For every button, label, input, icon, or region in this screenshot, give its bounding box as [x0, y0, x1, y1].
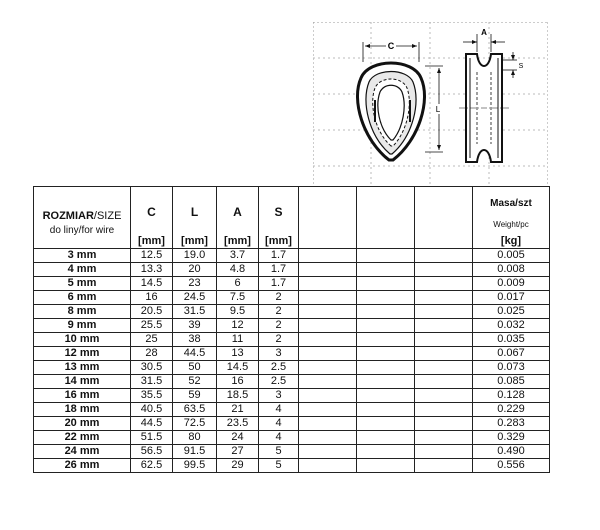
s-cell: 5 — [259, 459, 299, 473]
size-label-sep: /SIZE — [93, 210, 122, 222]
table-row — [34, 347, 550, 361]
empty-cell — [299, 249, 357, 263]
c-cell: 51.5 — [131, 431, 173, 445]
empty-cell — [415, 305, 473, 319]
table-row — [34, 319, 550, 333]
l-cell: 39 — [173, 319, 217, 333]
s-cell: 2 — [259, 333, 299, 347]
header-c — [131, 187, 173, 249]
size-cell: 9 mm — [34, 319, 131, 333]
c-cell: 30.5 — [131, 361, 173, 375]
table-row — [34, 249, 550, 263]
mass-cell: 0.032 — [473, 319, 550, 333]
l-cell: 59 — [173, 389, 217, 403]
a-cell: 12 — [217, 319, 259, 333]
size-cell: 16 mm — [34, 389, 131, 403]
a-cell: 29 — [217, 459, 259, 473]
size-cell: 22 mm — [34, 431, 131, 445]
s-cell: 1.7 — [259, 263, 299, 277]
header-empty-1 — [299, 187, 357, 249]
l-cell: 44.5 — [173, 347, 217, 361]
mass-cell: 0.025 — [473, 305, 550, 319]
empty-cell — [415, 319, 473, 333]
header-l — [173, 187, 217, 249]
thimble-drawing-svg — [313, 22, 548, 186]
dimension-l-label: L — [435, 105, 441, 114]
header-mass — [473, 187, 550, 249]
l-cell: 20 — [173, 263, 217, 277]
header-c-unit: [mm] — [138, 235, 165, 247]
l-cell: 23 — [173, 277, 217, 291]
table-row — [34, 389, 550, 403]
c-cell: 20.5 — [131, 305, 173, 319]
l-cell: 19.0 — [173, 249, 217, 263]
header-l-label: L — [190, 205, 199, 219]
header-a-label: A — [233, 205, 242, 219]
empty-cell — [299, 459, 357, 473]
mass-cell: 0.556 — [473, 459, 550, 473]
mass-title: Masa/szt — [490, 198, 532, 209]
size-cell: 5 mm — [34, 277, 131, 291]
header-l-unit: [mm] — [181, 235, 208, 247]
s-cell: 2 — [259, 291, 299, 305]
a-cell: 24 — [217, 431, 259, 445]
a-cell: 13 — [217, 347, 259, 361]
size-cell: 10 mm — [34, 333, 131, 347]
header-size — [34, 187, 131, 249]
c-cell: 25.5 — [131, 319, 173, 333]
a-cell: 6 — [217, 277, 259, 291]
empty-cell — [415, 417, 473, 431]
dimension-s-label: S — [518, 63, 524, 70]
empty-cell — [415, 361, 473, 375]
l-cell: 72.5 — [173, 417, 217, 431]
s-cell: 4 — [259, 431, 299, 445]
l-cell: 38 — [173, 333, 217, 347]
empty-cell — [299, 305, 357, 319]
empty-cell — [415, 291, 473, 305]
empty-cell — [415, 445, 473, 459]
empty-cell — [415, 333, 473, 347]
size-cell: 13 mm — [34, 361, 131, 375]
a-cell: 3.7 — [217, 249, 259, 263]
empty-cell — [357, 375, 415, 389]
c-cell: 35.5 — [131, 389, 173, 403]
header-c-label: C — [147, 205, 156, 219]
size-cell: 3 mm — [34, 249, 131, 263]
s-cell: 3 — [259, 347, 299, 361]
c-cell: 14.5 — [131, 277, 173, 291]
size-cell: 20 mm — [34, 417, 131, 431]
empty-cell — [357, 431, 415, 445]
s-cell: 4 — [259, 417, 299, 431]
empty-cell — [299, 333, 357, 347]
empty-cell — [415, 375, 473, 389]
size-cell: 18 mm — [34, 403, 131, 417]
mass-cell: 0.035 — [473, 333, 550, 347]
empty-cell — [299, 445, 357, 459]
s-cell: 1.7 — [259, 249, 299, 263]
empty-cell — [357, 277, 415, 291]
empty-cell — [415, 263, 473, 277]
s-cell: 5 — [259, 445, 299, 459]
s-cell: 1.7 — [259, 277, 299, 291]
mass-cell: 0.067 — [473, 347, 550, 361]
empty-cell — [415, 459, 473, 473]
header-a-unit: [mm] — [224, 235, 251, 247]
empty-cell — [415, 403, 473, 417]
mass-cell: 0.005 — [473, 249, 550, 263]
thimble-drawing — [313, 22, 548, 186]
empty-cell — [415, 277, 473, 291]
empty-cell — [357, 249, 415, 263]
table-row — [34, 277, 550, 291]
c-cell: 12.5 — [131, 249, 173, 263]
c-cell: 40.5 — [131, 403, 173, 417]
l-cell: 99.5 — [173, 459, 217, 473]
a-cell: 4.8 — [217, 263, 259, 277]
dimension-a-label: A — [481, 28, 487, 37]
mass-cell: 0.128 — [473, 389, 550, 403]
l-cell: 63.5 — [173, 403, 217, 417]
s-cell: 3 — [259, 389, 299, 403]
empty-cell — [299, 263, 357, 277]
table-row — [34, 361, 550, 375]
mass-cell: 0.490 — [473, 445, 550, 459]
table-row — [34, 305, 550, 319]
header-s — [259, 187, 299, 249]
dimension-c-label: C — [387, 41, 395, 51]
table-header-row — [34, 187, 550, 249]
a-cell: 27 — [217, 445, 259, 459]
size-label-main: ROZMIAR — [42, 210, 94, 222]
empty-cell — [415, 389, 473, 403]
mass-unit: [kg] — [500, 235, 522, 247]
size-cell: 12 mm — [34, 347, 131, 361]
empty-cell — [299, 389, 357, 403]
table-row — [34, 459, 550, 473]
s-cell: 2 — [259, 305, 299, 319]
mass-cell: 0.073 — [473, 361, 550, 375]
c-cell: 16 — [131, 291, 173, 305]
size-cell: 26 mm — [34, 459, 131, 473]
l-cell: 52 — [173, 375, 217, 389]
mass-cell: 0.008 — [473, 263, 550, 277]
size-cell: 24 mm — [34, 445, 131, 459]
mass-cell: 0.009 — [473, 277, 550, 291]
empty-cell — [357, 403, 415, 417]
l-cell: 80 — [173, 431, 217, 445]
l-cell: 50 — [173, 361, 217, 375]
mass-cell: 0.017 — [473, 291, 550, 305]
table-row — [34, 431, 550, 445]
table-row — [34, 403, 550, 417]
a-cell: 7.5 — [217, 291, 259, 305]
empty-cell — [357, 445, 415, 459]
empty-cell — [357, 319, 415, 333]
mass-cell: 0.329 — [473, 431, 550, 445]
empty-cell — [415, 249, 473, 263]
mass-sub: Weight/pc — [493, 220, 529, 229]
size-cell: 4 mm — [34, 263, 131, 277]
empty-cell — [357, 305, 415, 319]
empty-cell — [299, 431, 357, 445]
l-cell: 91.5 — [173, 445, 217, 459]
header-s-unit: [mm] — [265, 235, 292, 247]
a-cell: 16 — [217, 375, 259, 389]
c-cell: 44.5 — [131, 417, 173, 431]
c-cell: 25 — [131, 333, 173, 347]
mass-cell: 0.229 — [473, 403, 550, 417]
mass-cell: 0.283 — [473, 417, 550, 431]
size-cell: 6 mm — [34, 291, 131, 305]
header-a — [217, 187, 259, 249]
table-row — [34, 333, 550, 347]
c-cell: 62.5 — [131, 459, 173, 473]
empty-cell — [357, 389, 415, 403]
empty-cell — [299, 361, 357, 375]
c-cell: 28 — [131, 347, 173, 361]
s-cell: 4 — [259, 403, 299, 417]
c-cell: 56.5 — [131, 445, 173, 459]
header-s-label: S — [274, 205, 283, 219]
empty-cell — [299, 403, 357, 417]
a-cell: 23.5 — [217, 417, 259, 431]
a-cell: 9.5 — [217, 305, 259, 319]
empty-cell — [299, 319, 357, 333]
a-cell: 21 — [217, 403, 259, 417]
empty-cell — [299, 375, 357, 389]
size-label-sub: do liny/for wire — [49, 225, 115, 236]
empty-cell — [415, 347, 473, 361]
size-cell: 8 mm — [34, 305, 131, 319]
a-cell: 18.5 — [217, 389, 259, 403]
l-cell: 31.5 — [173, 305, 217, 319]
l-cell: 24.5 — [173, 291, 217, 305]
empty-cell — [357, 291, 415, 305]
size-cell: 14 mm — [34, 375, 131, 389]
a-cell: 14.5 — [217, 361, 259, 375]
header-empty-2 — [357, 187, 415, 249]
table-row — [34, 445, 550, 459]
empty-cell — [357, 417, 415, 431]
mass-cell: 0.085 — [473, 375, 550, 389]
table-row — [34, 291, 550, 305]
size-table — [33, 186, 550, 473]
s-cell: 2.5 — [259, 361, 299, 375]
a-cell: 11 — [217, 333, 259, 347]
c-cell: 13.3 — [131, 263, 173, 277]
empty-cell — [357, 333, 415, 347]
empty-cell — [299, 417, 357, 431]
empty-cell — [415, 431, 473, 445]
c-cell: 31.5 — [131, 375, 173, 389]
empty-cell — [299, 347, 357, 361]
empty-cell — [357, 347, 415, 361]
table-row — [34, 417, 550, 431]
header-empty-3 — [415, 187, 473, 249]
s-cell: 2 — [259, 319, 299, 333]
empty-cell — [357, 459, 415, 473]
empty-cell — [357, 361, 415, 375]
empty-cell — [299, 277, 357, 291]
table-row — [34, 375, 550, 389]
empty-cell — [357, 263, 415, 277]
empty-cell — [299, 291, 357, 305]
s-cell: 2.5 — [259, 375, 299, 389]
table-row — [34, 263, 550, 277]
